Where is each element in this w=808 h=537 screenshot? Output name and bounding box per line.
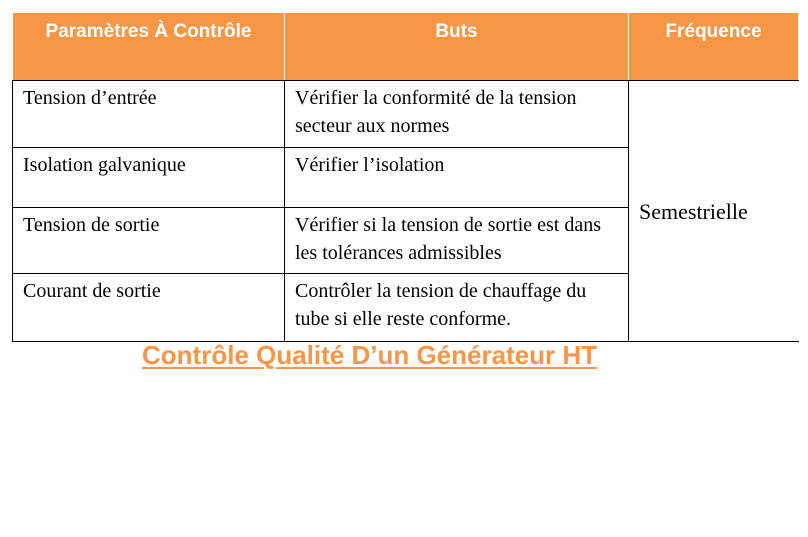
table-header-row — [13, 13, 799, 81]
header-frequence: Fréquence — [629, 13, 799, 81]
param-cell: Tension d’entrée — [13, 81, 285, 148]
but-cell: Vérifier l’isolation — [285, 148, 629, 208]
quality-control-table — [12, 12, 799, 342]
but-cell: Vérifier la conformité de la tension secteur aux normes — [285, 81, 629, 148]
frequency-cell: Semestrielle — [629, 81, 799, 342]
table-caption: Contrôle Qualité D’un Générateur HT — [142, 340, 598, 370]
param-cell: Isolation galvanique — [13, 148, 285, 208]
table-row — [13, 81, 799, 148]
header-buts: Buts — [285, 13, 629, 81]
but-cell: Contrôler la tension de chauffage du tube si elle reste conforme. — [285, 274, 629, 342]
but-cell: Vérifier si la tension de sortie est dans les tolérances admissibles — [285, 208, 629, 274]
param-cell: Tension de sortie — [13, 208, 285, 274]
header-parametres: Paramètres À Contrôle — [13, 13, 285, 81]
param-cell: Courant de sortie — [13, 274, 285, 342]
